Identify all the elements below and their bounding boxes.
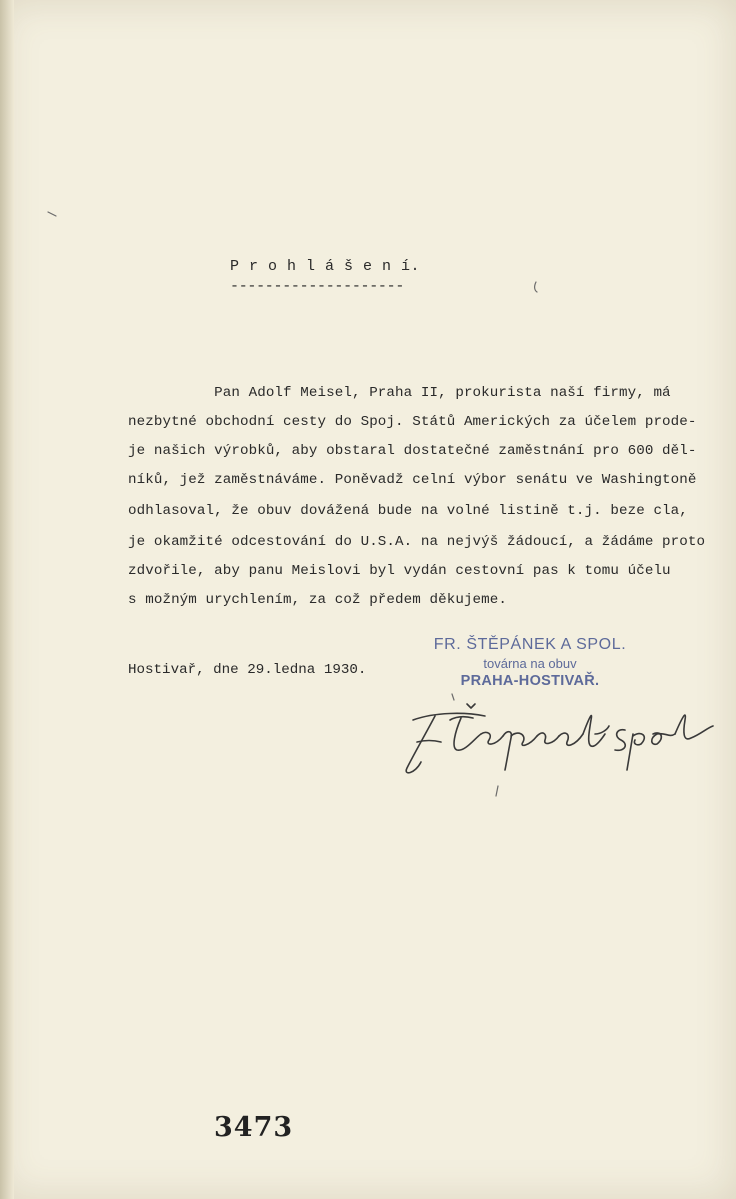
body-line: s možným urychlením, za což předem děkujeme. [128,592,508,608]
place-and-date: Hostivař, dne 29.ledna 1930. [128,662,367,678]
body-line: nezbytné obchodní cesty do Spoj. Států Amerických za účelem prode- [128,414,697,430]
stamp-location: PRAHA-HOSTIVAŘ. [460,673,600,689]
body-line: je okamžité odcestování do U.S.A. na nejvýš žádoucí, a žádáme proto [128,534,706,550]
body-line: zdvořile, aby panu Meislovi byl vydán cestovní pas k tomu účelu [128,563,671,579]
body-line: je našich výrobků, aby obstaral dostatečné zaměstnání pro 600 děl- [128,443,697,459]
handwritten-signature [395,690,725,780]
body-line: Pan Adolf Meisel, Praha II, prokurista naší firmy, má [128,385,671,401]
document-title: P r o h l á š e n í. [230,258,421,275]
reference-number: 3473 [214,1112,294,1143]
paper-edge [0,0,14,1199]
company-stamp [410,636,650,689]
stamp-subtitle: továrna na obuv [483,656,577,671]
body-line: odhlasoval, že obuv dovážená bude na volné listině t.j. beze cla, [128,503,688,519]
title-underline: -------------------- [230,278,405,295]
body-line: níků, jež zaměstnáváme. Poněvadž celní výbor senátu ve Washingtoně [128,472,697,488]
stamp-company-name: FR. ŠTĚPÁNEK A SPOL. [433,636,627,653]
